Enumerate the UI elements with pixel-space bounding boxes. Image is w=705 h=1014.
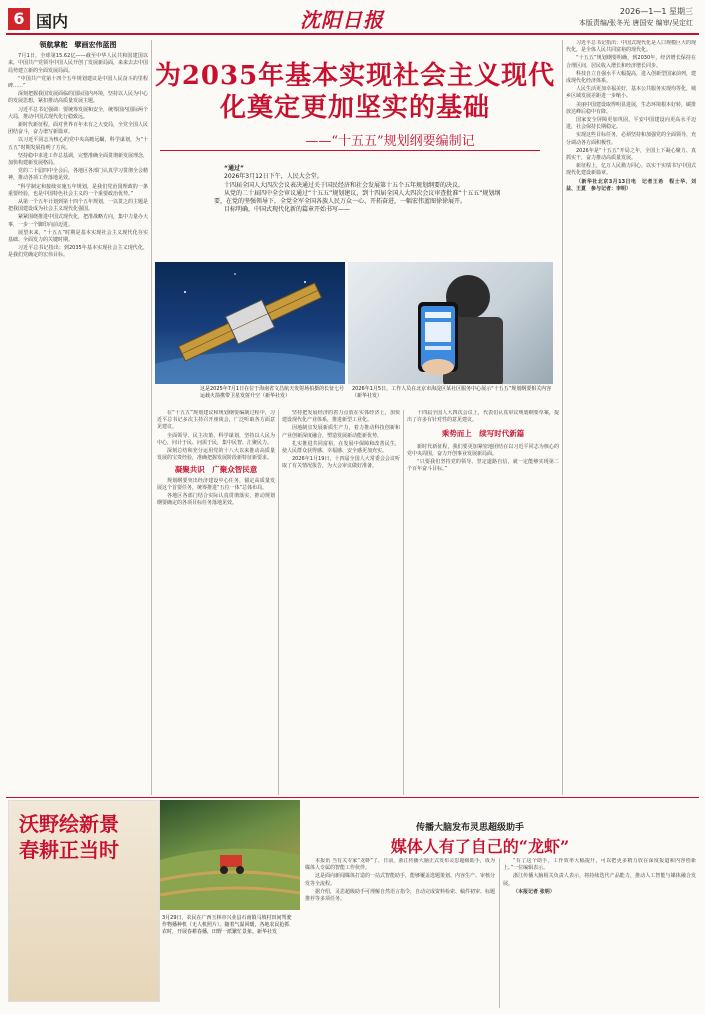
photo-caption-right: 2026年1月5日，工作人员在北京市海淀区某社区服务中心展示“十五五”规划纲要相关内容（新华社发） xyxy=(352,386,552,399)
paragraph: 从第一个五年计划到第十四个五年规划，一以贯之的主题是把我国建设成为社会主义现代化强国。 xyxy=(8,199,148,213)
section-subhead: 凝聚共识 广聚众智民意 xyxy=(174,465,258,475)
paragraph: “只要我们坚持党的领导、坚定道路自信，就一定能够实现第二个百年奋斗目标。” xyxy=(407,459,559,473)
paragraph: 全面领导、民主决策、科学谋划，坚持以人民为中心，问计于民、问需于民，集中民智、汇聚民力。 xyxy=(157,432,275,446)
paragraph: 扎实推进共同富裕，在发展中保障和改善民生，使人民群众获得感、幸福感、安全感更加充实。 xyxy=(282,440,400,455)
column-divider xyxy=(499,858,500,1008)
paragraph: 在“十五五”规划建议和规划纲要编制过程中，习近平总书记多次主持召开座谈会，广泛听取各方面意见建议。 xyxy=(157,410,275,431)
photo-caption-left: 这是2025年7月1日在位于海南省文昌航天发射场拍摄的长征七号运载火箭携带卫星发射升空（新华社发） xyxy=(200,386,345,399)
column-divider xyxy=(278,410,279,795)
paragraph: 新时代新征程，面对世界百年未有之大变局，全党全国人民团结奋斗，奋力谱写新篇章。 xyxy=(8,122,148,136)
farmland-illustration xyxy=(160,800,300,910)
satellite-photo xyxy=(155,262,345,384)
paragraph: 本报讯 当有关专家“龙虾”了，日前，浙江传播大脑正式发布灵思超级助手，成为媒体人专属的智能工作伙伴。 xyxy=(305,858,495,872)
paragraph: 十四届全国人大四次会议上，代表们认真审议规划纲要草案，提出了许多有针对性的意见建议。 xyxy=(407,410,559,424)
paragraph: 新时代新征程，我们要更加紧密地团结在以习近平同志为核心的党中央周围，奋力开创事业发展新局面。 xyxy=(407,443,559,457)
paragraph: 习近平总书记强调：要统筹发展和安全，统筹国内国际两个大局，推动中国式现代化行稳致远。 xyxy=(8,106,148,120)
paragraph: 规划纲要突出经济建设中心任务，锚定高质量发展这个首要任务，统筹推进“五位一体”总体布局。 xyxy=(157,477,275,491)
paragraph: 习近平总书记指出：到2035年基本实现社会主义现代化，是我们党确定的宏伟目标。 xyxy=(8,245,148,259)
satellite-illustration xyxy=(155,262,345,384)
paragraph: 人民生活更加幸福美好，基本公共服务实现均等化，城乡区域发展差距进一步缩小。 xyxy=(566,86,696,100)
paragraph: 美丽中国建设取得明显进展，生态环境根本好转，碳排放达峰后稳中有降。 xyxy=(566,101,696,115)
poster-title: 沃野绘新景 春耕正当时 xyxy=(19,812,139,862)
middle-column-1 xyxy=(157,410,275,795)
paragraph: 浙江传播大脑相关负责人表示，将持续迭代产品能力，推动人工智能与媒体融合发展。 xyxy=(503,873,696,887)
middle-column-3 xyxy=(407,410,559,795)
paragraph: 党的二十届四中全会后，各地区各部门认真学习贯彻全会精神，推动各项工作落地见效。 xyxy=(8,168,148,182)
bottom-article-column-1 xyxy=(305,858,495,1008)
paragraph: 以习近平同志为核心的党中央高瞻远瞩，科学谋划，为“十五五”时期发展指明了方向。 xyxy=(8,137,148,151)
lead-line: 十四届全国人大四次会议表决通过关于国民经济和社会发展第十五个五年规划纲要的决议。 xyxy=(224,181,465,189)
paragraph: “十五五”规划纲要明确，到2030年，经济增长保持在合理区间，居民收入增长和经济增长同步。 xyxy=(566,55,696,69)
main-subheadline: ——“十五五”规划纲要编制记 xyxy=(305,134,475,149)
bottom-article-title: 媒体人有了自己的“龙虾” xyxy=(390,837,570,856)
bottom-article-column-2 xyxy=(503,858,696,1008)
column-divider xyxy=(403,410,404,795)
right-column-article xyxy=(566,40,696,795)
paragraph: 2026年是“十五五”开局之年，全国上下凝心聚力、真抓实干，奋力推动高质量发展。 xyxy=(566,147,696,162)
lead-kicker: “通过” xyxy=(224,165,244,172)
farming-photo-caption: 3月29日，农民在广西玉林市兴业县石南镇马坡村田间驾驶作物播种机（无人机照片）。随着气温回暖，各地农民抢抓农时，开展春耕春播，田野一派繁忙景象。新华社发 xyxy=(162,915,292,935)
paragraph: 各地区各部门结合实际认真贯彻落实，推动规划纲要确定的各项目标任务落地见效。 xyxy=(157,493,275,507)
paragraph: 展望未来，“十五五”时期是基本实现社会主义现代化夯实基础、全面发力的关键时期。 xyxy=(8,229,148,244)
bottom-article-kicker: 传播大脑发布灵思超级助手 xyxy=(415,823,524,833)
paragraph: 深刻总结和充分运用党的十八大以来推动高质量发展的宝贵经验，准确把握发展阶段新特征新要求。 xyxy=(157,448,275,462)
paragraph: 这是面向新闻媒体打造的一站式智能助手，能够覆盖选题策划、内容生产、审核分发等全流程。 xyxy=(305,873,495,887)
lead-paragraph xyxy=(214,165,504,215)
section-subhead: 乘势而上 续写时代新篇 xyxy=(441,429,525,439)
phone-photo xyxy=(348,262,553,384)
paragraph: 深刻把握我国发展面临的国际国内环境，坚持以人民为中心的发展思想，紧扣推动高质量发展主题。 xyxy=(8,91,148,105)
paragraph: 因地制宜发展新质生产力，着力推动科技创新和产业创新深度融合，塑造发展新动能新优势。 xyxy=(282,425,400,439)
issue-date: 2026—1—1 星期三 xyxy=(619,7,693,16)
lead-line: 从党的二十届四中全会审议通过“十五五”规划建议，到十四届全国人大四次会议审查批准“十五五”规划纲要，在党的坚强领导下，全党全军全国各族人民万众一心、开拓奋进，一幅宏伟蓝图徐徐展开。 xyxy=(214,189,501,206)
editor-credits: 本版责编/张冬光 唐国安 编审/吴定红 xyxy=(578,19,693,27)
paragraph: 2026年1月19日，十四届全国人大常委会会议听取了有关情况报告，为大会审议做好准备。 xyxy=(282,456,400,470)
paragraph: “有了这个助手，工作效率大幅提升，可以把更多精力放在深度报道和内容创新上。”一位编辑表示。 xyxy=(503,858,696,872)
paragraph: 据介绍，灵思超级助手可理解自然语言指令，自动完成资料检索、稿件初审、标题推荐等多项任务。 xyxy=(305,888,495,903)
header-rule xyxy=(6,33,699,35)
paragraph: 科技自立自强水平大幅提高，进入创新型国家前列，建成现代化经济体系。 xyxy=(566,70,696,85)
section-title: 国内 xyxy=(36,12,69,31)
phone-illustration xyxy=(348,262,553,384)
newspaper-logo: 沈阳日报 xyxy=(300,8,384,32)
paragraph: 紧紧围绕推进中国式现代化，把准战略方向，集中力量办大事，一步一个脚印向前迈进。 xyxy=(8,214,148,228)
paragraph: 新征程上，亿万人民勠力同心，以实干实绩书写中国式现代化建设新篇章。 xyxy=(566,163,696,177)
page-number-badge: 6 xyxy=(8,8,30,30)
paragraph: 实现这些目标任务，必须坚持和加强党的全面领导，充分调动各方面积极性。 xyxy=(566,132,696,146)
byline: （新华社北京3月13日电 记者王希 程士华、刘益、王夏 参与记者：李明） xyxy=(566,178,696,192)
left-column-head: 领航掌舵 擘画宏伟蓝图 xyxy=(39,41,117,49)
lead-line: 目标明确，中国式现代化新的篇章开始书写—— xyxy=(224,206,351,214)
paragraph: 7月1日，全球第15.62亿——截至中华人民共和国建国以来，中国共产党领导中国人民开创了发展新局面，来来去去中国局势建立新的全面发展局面。 xyxy=(8,53,148,74)
paragraph: “中国共产党第十四个五年规划建议是中国人民奋斗的里程碑……” xyxy=(8,75,148,90)
main-headline: 为2035年基本实现社会主义现代化奠定更加坚实的基础 xyxy=(154,61,556,123)
paragraph: 坚持把发展经济的着力点放在实体经济上，加快建设现代化产业体系，推进新型工业化。 xyxy=(282,410,400,424)
left-column-article xyxy=(8,40,148,795)
farming-photo xyxy=(160,800,300,910)
column-divider xyxy=(151,40,152,795)
middle-column-2 xyxy=(282,410,400,795)
byline: （本报记者 张明） xyxy=(513,888,555,895)
spring-farming-poster xyxy=(8,800,160,1002)
headline-rule xyxy=(160,150,540,151)
lead-line: 2026年3月12日下午，人民大会堂。 xyxy=(224,173,323,181)
paragraph: “科学制定和接续实施五年规划，是我们党治国理政的一条重要经验，也是中国特色社会主义的一个重要政治优势。” xyxy=(8,183,148,197)
paragraph: 习近平总书记指出：中国式现代化是人口规模巨大的现代化，是全体人民共同富裕的现代化。 xyxy=(566,40,696,54)
column-divider xyxy=(562,40,563,795)
bottom-section-rule xyxy=(6,797,699,798)
paragraph: 坚持稳中求进工作总基调，完整准确全面贯彻新发展理念，加快构建新发展格局。 xyxy=(8,152,148,167)
paragraph: 国家安全屏障更加巩固，平安中国建设向更高水平迈进，社会保持长期稳定。 xyxy=(566,117,696,131)
